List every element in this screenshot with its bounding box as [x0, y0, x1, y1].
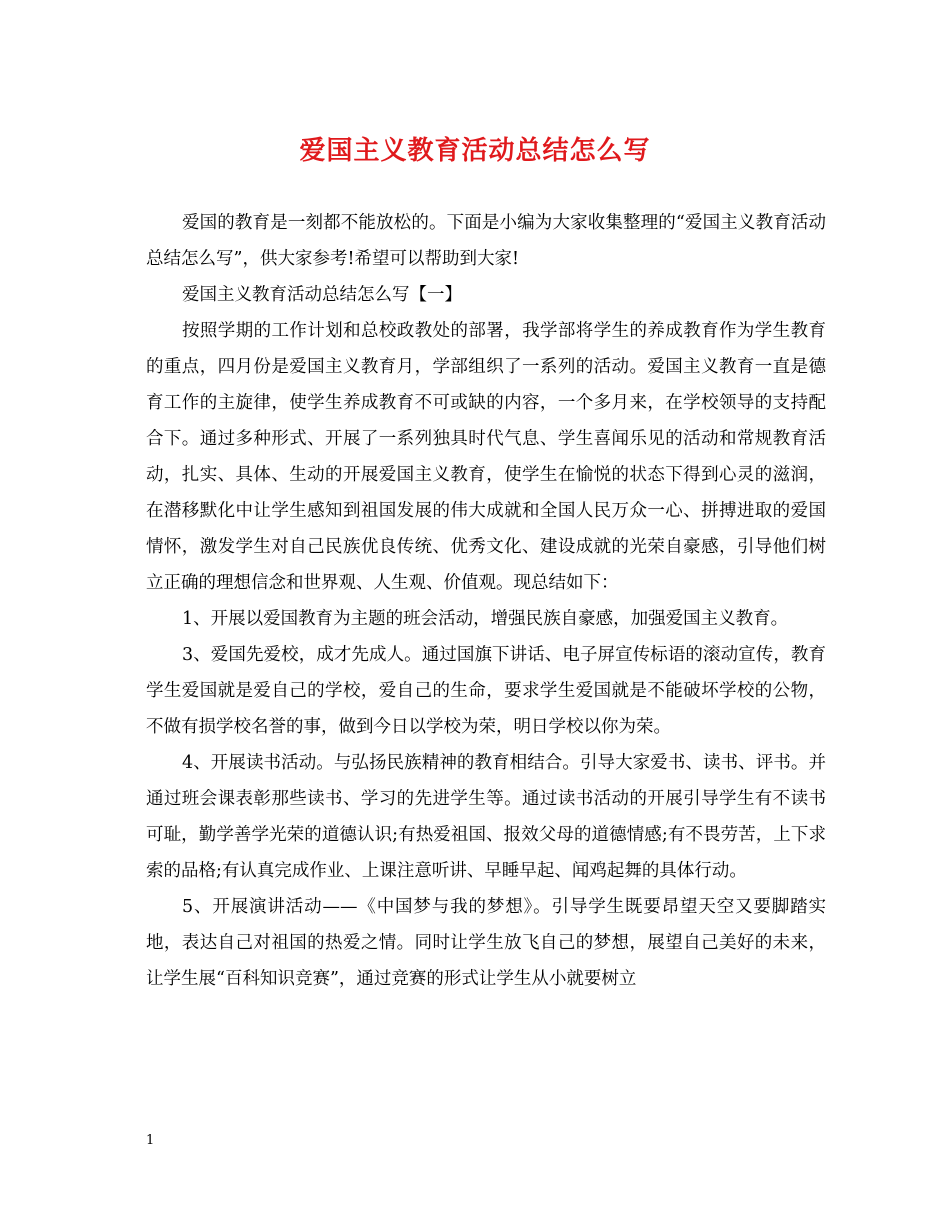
paragraph-item-5: 5、开展演讲活动——《中国梦与我的梦想》。引导学生既要昂望天空又要脚踏实地，表达自己对祖国的热爱之情。同时让学生放飞自己的梦想，展望自己美好的未来，让学生展“百科知识竞赛”，通过竞赛的形式让学生从小就要树立 — [146, 897, 826, 989]
paragraph-overview: 按照学期的工作计划和总校政教处的部署，我学部将学生的养成教育作为学生教育的重点，四月份是爱国主义教育月，学部组织了一系列的活动。爱国主义教育一直是德育工作的主旋律，使学生养成教育不可或缺的内容，一个多月来，在学校领导的支持配合下。通过多种形式、开展了一系列独具时代气息、学生喜闻乐见的活动和常规教育活动，扎实、具体、生动的开展爱国主义教育，使学生在愉悦的状态下得到心灵的滋润，在潜移默化中让学生感知到祖国发展的伟大成就和全国人民万众一心、拼搏进取的爱国情怀，激发学生对自己民族优良传统、优秀文化、建设成就的光荣自豪感，引导他们树立正确的理想信念和世界观、人生观、价值观。现总结如下： — [146, 321, 826, 593]
paragraph-section-heading: 爱国主义教育活动总结怎么写【一】 — [182, 285, 462, 305]
page-number: 1 — [146, 1133, 155, 1148]
document-body — [146, 205, 826, 997]
paragraph-item-4: 4、开展读书活动。与弘扬民族精神的教育相结合。引导大家爱书、读书、评书。并通过班会课表彰那些读书、学习的先进学生等。通过读书活动的开展引导学生有不读书可耻，勤学善学光荣的道德认识;有热爱祖国、报效父母的道德情感;有不畏劳苦，上下求索的品格;有认真完成作业、上课注意听讲、早睡早起、闻鸡起舞的具体行动。 — [146, 753, 826, 881]
paragraph-item-1: 1、开展以爱国教育为主题的班会活动，增强民族自豪感，加强爱国主义教育。 — [182, 609, 789, 629]
document-title: 爱国主义教育活动总结怎么写 — [299, 136, 651, 166]
paragraph-item-3: 3、爱国先爱校，成才先成人。通过国旗下讲话、电子屏宣传标语的滚动宣传，教育学生爱国就是爱自己的学校，爱自己的生命，要求学生爱国就是不能破坏学校的公物，不做有损学校名誉的事，做到今日以学校为荣，明日学校以你为荣。 — [146, 645, 826, 737]
paragraph-intro: 爱国的教育是一刻都不能放松的。下面是小编为大家收集整理的“爱国主义教育活动总结怎么写”，供大家参考!希望可以帮助到大家! — [146, 213, 826, 269]
